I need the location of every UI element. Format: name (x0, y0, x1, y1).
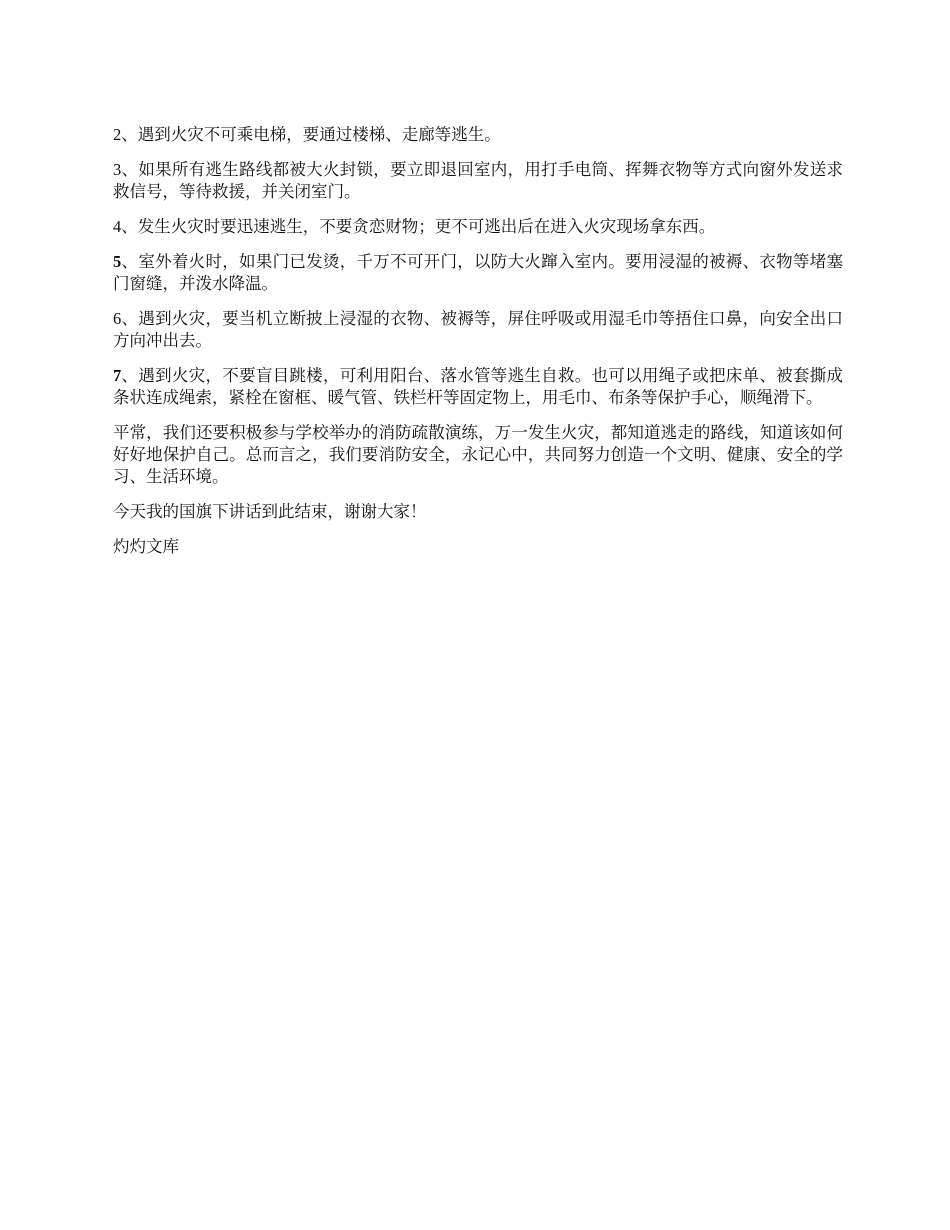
list-item-6 (113, 308, 843, 352)
list-item-7 (113, 365, 843, 409)
item-number: 4 (113, 217, 122, 236)
document-body (113, 124, 843, 571)
item-text: 、遇到火灾，要当机立断披上浸湿的衣物、被褥等，屏住呼吸或用湿毛巾等捂住口鼻，向安全出口方向冲出去。 (113, 309, 843, 350)
item-number: 7 (113, 366, 122, 385)
thanks-paragraph: 今天我的国旗下讲话到此结束，谢谢大家！ (113, 502, 427, 521)
item-number: 6 (113, 309, 122, 328)
item-number: 2 (113, 125, 122, 144)
item-text: 、如果所有逃生路线都被大火封锁，要立即退回室内，用打手电筒、挥舞衣物等方式向窗外发送求救信号，等待救援，并关闭室门。 (113, 160, 843, 201)
item-number: 5 (113, 252, 122, 271)
signature: 灼灼文库 (113, 537, 179, 556)
list-item-2 (113, 124, 843, 146)
item-text: 、室外着火时，如果门已发烫，千万不可开门，以防大火蹿入室内。要用浸湿的被褥、衣物等堵塞门窗缝，并泼水降温。 (113, 252, 843, 293)
item-text: 、发生火灾时要迅速逃生，不要贪恋财物；更不可逃出后在进入火灾现场拿东西。 (121, 217, 716, 236)
list-item-3 (113, 159, 843, 203)
closing-paragraph: 平常，我们还要积极参与学校举办的消防疏散演练，万一发生火灾，都知道逃走的路线，知道该如何好好地保护自己。总而言之，我们要消防安全，永记心中，共同努力创造一个文明、健康、安全的学习、生活环境。 (113, 423, 843, 486)
item-text: 、遇到火灾不可乘电梯，要通过楼梯、走廊等逃生。 (121, 125, 501, 144)
item-text: 、遇到火灾，不要盲目跳楼，可利用阳台、落水管等逃生自救。也可以用绳子或把床单、被套撕成条状连成绳索，紧栓在窗框、暖气管、铁栏杆等固定物上，用毛巾、布条等保护手心，顺绳滑下。 (113, 366, 843, 407)
list-item-4 (113, 216, 843, 238)
list-item-5 (113, 251, 843, 295)
item-number: 3 (113, 160, 122, 179)
